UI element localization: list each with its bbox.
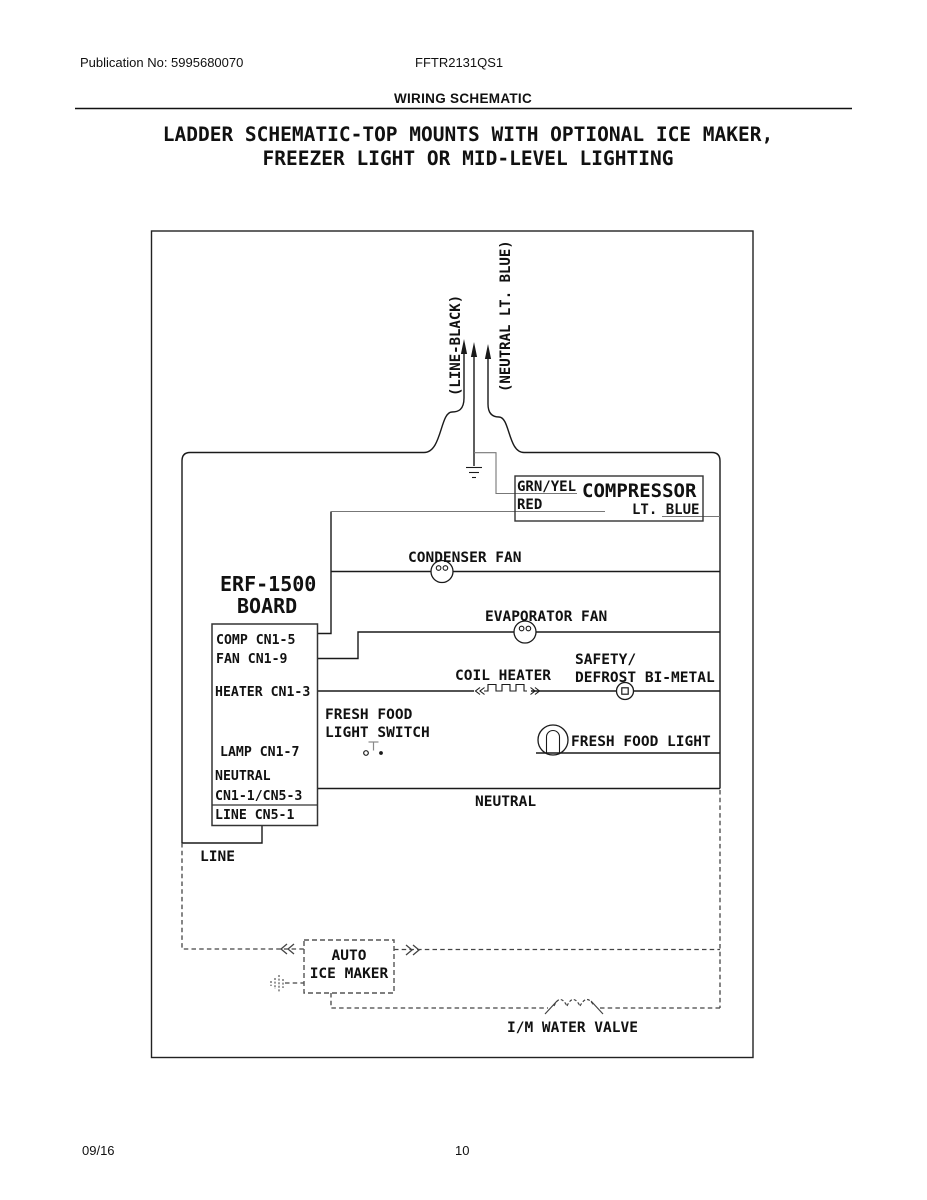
publication-number: Publication No: 5995680070 (80, 55, 244, 70)
compressor-title: COMPRESSOR (582, 480, 697, 502)
label-ice-maker-line2: ICE MAKER (309, 966, 389, 982)
footer-page-number: 10 (455, 1143, 470, 1158)
board-title-line1: ERF-1500 (220, 572, 317, 596)
label-safety-line1: SAFETY/ (575, 652, 637, 668)
board-pin-heater: HEATER CN1-3 (215, 685, 311, 700)
compressor-wire-ltblue: LT. BLUE (632, 502, 700, 518)
ground-icon (466, 468, 482, 478)
compressor-wire-grnyel: GRN/YEL (517, 479, 577, 495)
board-pin-lamp: LAMP CN1-7 (220, 745, 300, 760)
supply-label-neutral: (NEUTRAL LT. BLUE) (498, 240, 514, 392)
board-pin-neutral-cn: CN1-1/CN5-3 (215, 789, 303, 804)
label-ff-switch-line1: FRESH FOOD (325, 707, 413, 723)
label-ff-switch-line2: LIGHT SWITCH (325, 725, 430, 741)
arrow-up-neutral (485, 344, 491, 359)
coil-heater-icon (476, 685, 540, 695)
water-valve-coil-icon (545, 1000, 603, 1015)
supply-label-line: (LINE-BLACK) (448, 294, 464, 396)
label-coil-heater: COIL HEATER (455, 668, 552, 684)
label-line-rail: LINE (200, 849, 235, 865)
label-evaporator-fan: EVAPORATOR FAN (485, 609, 608, 625)
label-condenser-fan: CONDENSER FAN (408, 550, 522, 566)
label-ff-light: FRESH FOOD LIGHT (571, 734, 711, 750)
board-title-line2: BOARD (237, 594, 298, 618)
label-neutral-rail: NEUTRAL (475, 794, 537, 810)
section-heading: WIRING SCHEMATIC (393, 91, 533, 106)
board-pin-line: LINE CN5-1 (215, 808, 295, 823)
label-safety-line2: DEFROST BI-METAL (575, 670, 715, 686)
light-switch-icon (364, 742, 383, 755)
model-number: FFTR2131QS1 (415, 55, 504, 70)
chassis-ground-icon (271, 975, 283, 992)
page-title-line2: FREEZER LIGHT OR MID-LEVEL LIGHTING (262, 147, 674, 170)
board-pin-fan: FAN CN1-9 (216, 652, 288, 667)
footer-date: 09/16 (82, 1143, 115, 1158)
compressor-wire-red: RED (517, 497, 543, 513)
wiring-dashed (182, 790, 720, 1014)
arrow-up-ground (471, 342, 477, 357)
board-pin-comp: COMP CN1-5 (216, 633, 296, 648)
page-title-line1: LADDER SCHEMATIC-TOP MOUNTS WITH OPTIONAL ICE MAKER, (162, 123, 774, 146)
label-ice-maker-line1: AUTO (331, 948, 367, 964)
board-pin-neutral: NEUTRAL (215, 769, 271, 784)
label-water-valve: I/M WATER VALVE (507, 1020, 638, 1036)
